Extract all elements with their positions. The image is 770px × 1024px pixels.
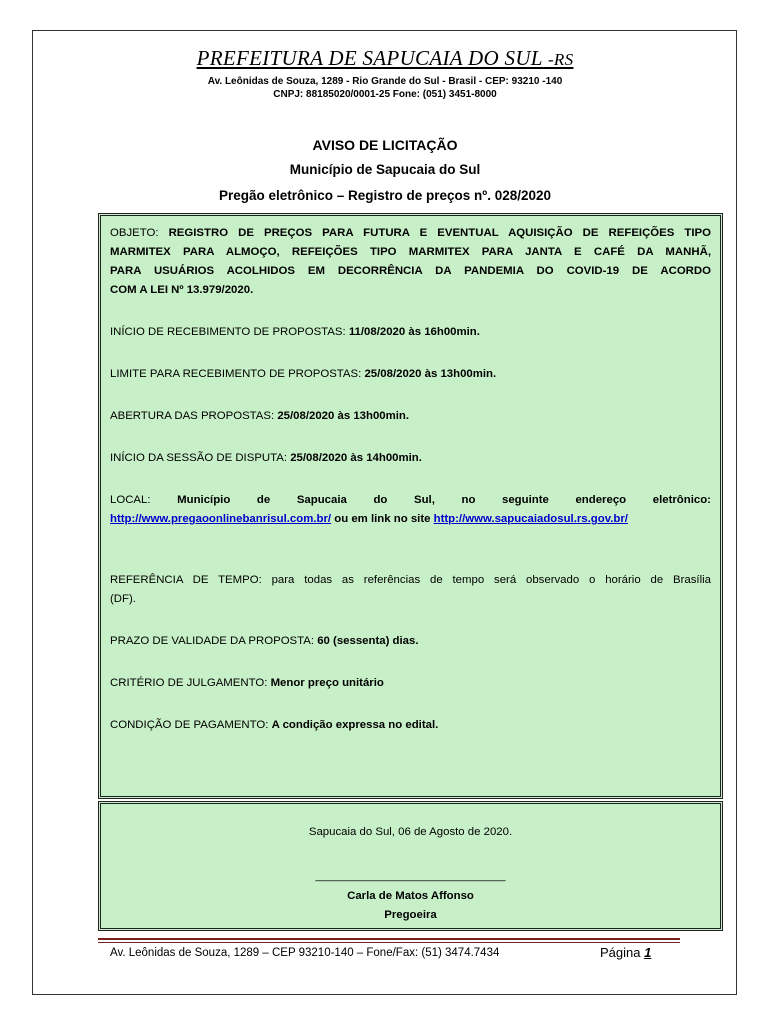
objeto-line2 (110, 243, 711, 262)
footer-address: Av. Leônidas de Souza, 1289 – CEP 93210-140 – Fone/Fax: (51) 3474.7434 (110, 947, 500, 959)
footer-page-label: Página (600, 945, 641, 960)
prazo-label: PRAZO DE VALIDADE DA PROPOSTA: (110, 635, 315, 647)
header-cnpj: CNPJ: 88185020/0001-25 Fone: (051) 3451-8000 (273, 89, 497, 100)
objeto-line4 (110, 281, 711, 300)
local-word: no (461, 494, 476, 506)
local-line2 (110, 510, 711, 529)
inicio-sessao (110, 449, 711, 468)
condicao (110, 716, 711, 735)
limite-recebimento (110, 365, 711, 384)
footer-rule (98, 938, 680, 940)
local-word: do (373, 494, 388, 506)
link-sapucaia-site[interactable]: http://www.sapucaiadosul.rs.gov.br/ (433, 513, 628, 525)
objeto-text2: MARMITEX PARA ALMOÇO, REFEIÇÕES TIPO MARMITEX PARA JANTA E CAFÉ DA MANHÃ, (110, 246, 711, 258)
inicio-recebimento-label: INÍCIO DE RECEBIMENTO DE PROPOSTAS: (110, 326, 346, 338)
criterio-value: Menor preço unitário (270, 677, 384, 689)
criterio-label: CRITÉRIO DE JULGAMENTO: (110, 677, 268, 689)
header-title-text: PREFEITURA DE SAPUCAIA DO SUL (196, 46, 543, 70)
header-title-suffix: -RS (547, 50, 574, 69)
inicio-recebimento-value: 11/08/2020 às 16h00min. (348, 326, 480, 338)
local-line1 (110, 491, 711, 510)
local-word: endereço (575, 494, 627, 506)
local-word: Município (177, 494, 231, 506)
local-word: Sul, (413, 494, 435, 506)
link-pregao-online[interactable]: http://www.pregaoonlinebanrisul.com.br/ (110, 513, 332, 525)
objeto-text3: PARA USUÁRIOS ACOLHIDOS EM DECORRÊNCIA DA PANDEMIA DO COVID-19 DE ACORDO (110, 265, 711, 277)
signature-line: ______________________________ (315, 870, 506, 882)
inicio-sessao-label: INÍCIO DA SESSÃO DE DISPUTA: (110, 452, 288, 464)
referencia-line1 (110, 571, 711, 590)
objeto-line3 (110, 262, 711, 281)
referencia-label: REFERÊNCIA DE TEMPO: (110, 574, 262, 586)
signature-box (98, 801, 723, 931)
aviso-heading: AVISO DE LICITAÇÃO (312, 137, 458, 153)
local-word: eletrônico: (652, 494, 711, 506)
objeto-text1: REGISTRO DE PREÇOS PARA FUTURA E EVENTUAL AQUISIÇÃO DE REFEIÇÕES TIPO (168, 227, 711, 239)
abertura-label: ABERTURA DAS PROPOSTAS: (110, 410, 275, 422)
local-middle: ou em link no site (334, 513, 431, 525)
signatory-role: Pregoeira (384, 909, 437, 921)
prazo (110, 632, 711, 651)
inicio-sessao-value: 25/08/2020 às 14h00min. (290, 452, 422, 464)
local-label: LOCAL: (110, 494, 151, 506)
aviso-pregao: Pregão eletrônico – Registro de preços nº. 028/2020 (218, 188, 552, 203)
criterio (110, 674, 711, 693)
prazo-value: 60 (sessenta) dias. (317, 635, 419, 647)
header-title (0, 46, 770, 71)
local-word: Sapucaia (296, 494, 347, 506)
abertura (110, 407, 711, 426)
referencia-line2: (DF). (110, 593, 136, 605)
notice-box (98, 213, 723, 799)
signatory-name: Carla de Matos Affonso (347, 890, 474, 902)
footer-rule-thin (98, 942, 680, 943)
objeto-label: OBJETO: (110, 227, 159, 239)
objeto-line1 (110, 224, 711, 243)
condicao-label: CONDIÇÃO DE PAGAMENTO: (110, 719, 269, 731)
limite-recebimento-value: 25/08/2020 às 13h00min. (364, 368, 497, 380)
limite-recebimento-label: LIMITE PARA RECEBIMENTO DE PROPOSTAS: (110, 368, 362, 380)
place-date: Sapucaia do Sul, 06 de Agosto de 2020. (308, 826, 513, 838)
condicao-value: A condição expressa no edital. (271, 719, 439, 731)
header-address: Av. Leônidas de Souza, 1289 - Rio Grande do Sul - Brasil - CEP: 93210 -140 (207, 76, 563, 87)
local-word: de (256, 494, 271, 506)
objeto-text4: COM A LEI Nº 13.979/2020. (110, 284, 254, 296)
referencia-text: para todas as referências de tempo será observado o horário de Brasília (271, 574, 711, 586)
abertura-value: 25/08/2020 às 13h00min. (277, 410, 410, 422)
inicio-recebimento (110, 323, 711, 342)
aviso-municipio: Município de Sapucaia do Sul (289, 162, 481, 177)
footer-page-number: 1 (644, 945, 652, 960)
footer-page (600, 945, 651, 960)
local-word: seguinte (502, 494, 549, 506)
